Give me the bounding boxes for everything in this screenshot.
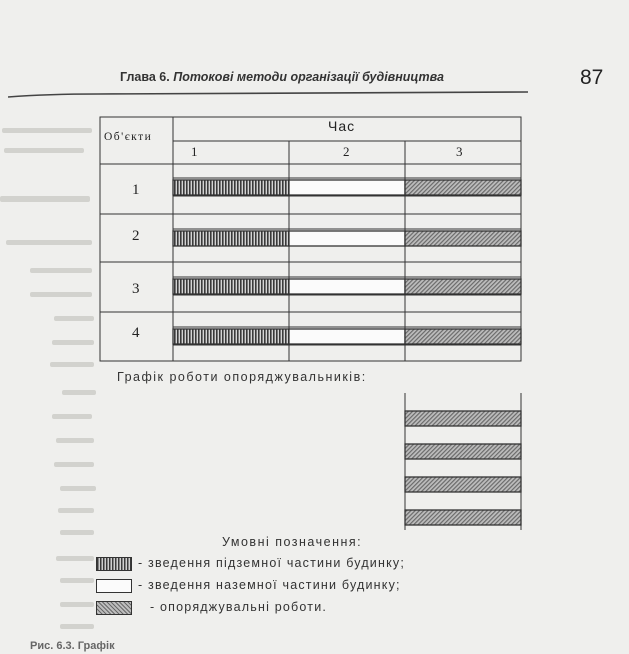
legend-title: Умовні позначення: [222, 535, 363, 549]
underground-swatch [96, 557, 132, 571]
aboveground-swatch [96, 579, 132, 593]
bar-object-2-underground [173, 231, 289, 246]
running-header [120, 70, 444, 84]
bar-object-1-aboveground [289, 180, 405, 195]
legend-label-finishing: - опоряджувальні роботи. [150, 600, 328, 614]
period-label-3: 3 [456, 144, 463, 159]
schedule-grid [100, 117, 521, 530]
page-number: 87 [580, 66, 604, 89]
bar-object-3-underground [173, 279, 289, 294]
object-number-3: 3 [132, 281, 140, 297]
bar-object-4-aboveground [289, 329, 405, 344]
finisher-bar-4 [405, 510, 521, 525]
finisher-bar-2 [405, 444, 521, 459]
chapter-title: Потокові методи організації будівництва [173, 70, 444, 84]
bar-object-1-finishing [405, 180, 521, 195]
period-label-2: 2 [343, 144, 350, 159]
legend-item-aboveground [96, 579, 536, 595]
finishers-chart-title: Графік роботи опоряджувальників: [117, 370, 367, 384]
object-number-2: 2 [132, 228, 140, 244]
finisher-bar-1 [405, 411, 521, 426]
bar-object-4-underground [173, 329, 289, 344]
bar-object-4-finishing [405, 329, 521, 344]
finisher-bar-3 [405, 477, 521, 492]
legend-label-aboveground: - зведення наземної частини будинку; [138, 578, 401, 592]
header-rule [8, 88, 528, 100]
bar-object-3-finishing [405, 279, 521, 294]
legend-item-underground [96, 557, 536, 573]
finishing-swatch [96, 601, 132, 615]
bar-object-1-underground [173, 180, 289, 195]
object-number-4: 4 [132, 325, 140, 341]
bar-object-2-finishing [405, 231, 521, 246]
bar-object-2-aboveground [289, 231, 405, 246]
legend-label-underground: - зведення підземної частини будинку; [138, 556, 406, 570]
figure-caption: Рис. 6.3. Графік [30, 640, 115, 652]
bar-object-3-aboveground [289, 279, 405, 294]
legend-item-finishing [96, 601, 536, 617]
time-column-header: Час [328, 118, 356, 134]
chapter-label: Глава 6. [120, 70, 170, 84]
period-label-1: 1 [191, 144, 198, 159]
object-number-1: 1 [132, 182, 140, 198]
objects-column-header: Об'єкти [104, 131, 153, 143]
